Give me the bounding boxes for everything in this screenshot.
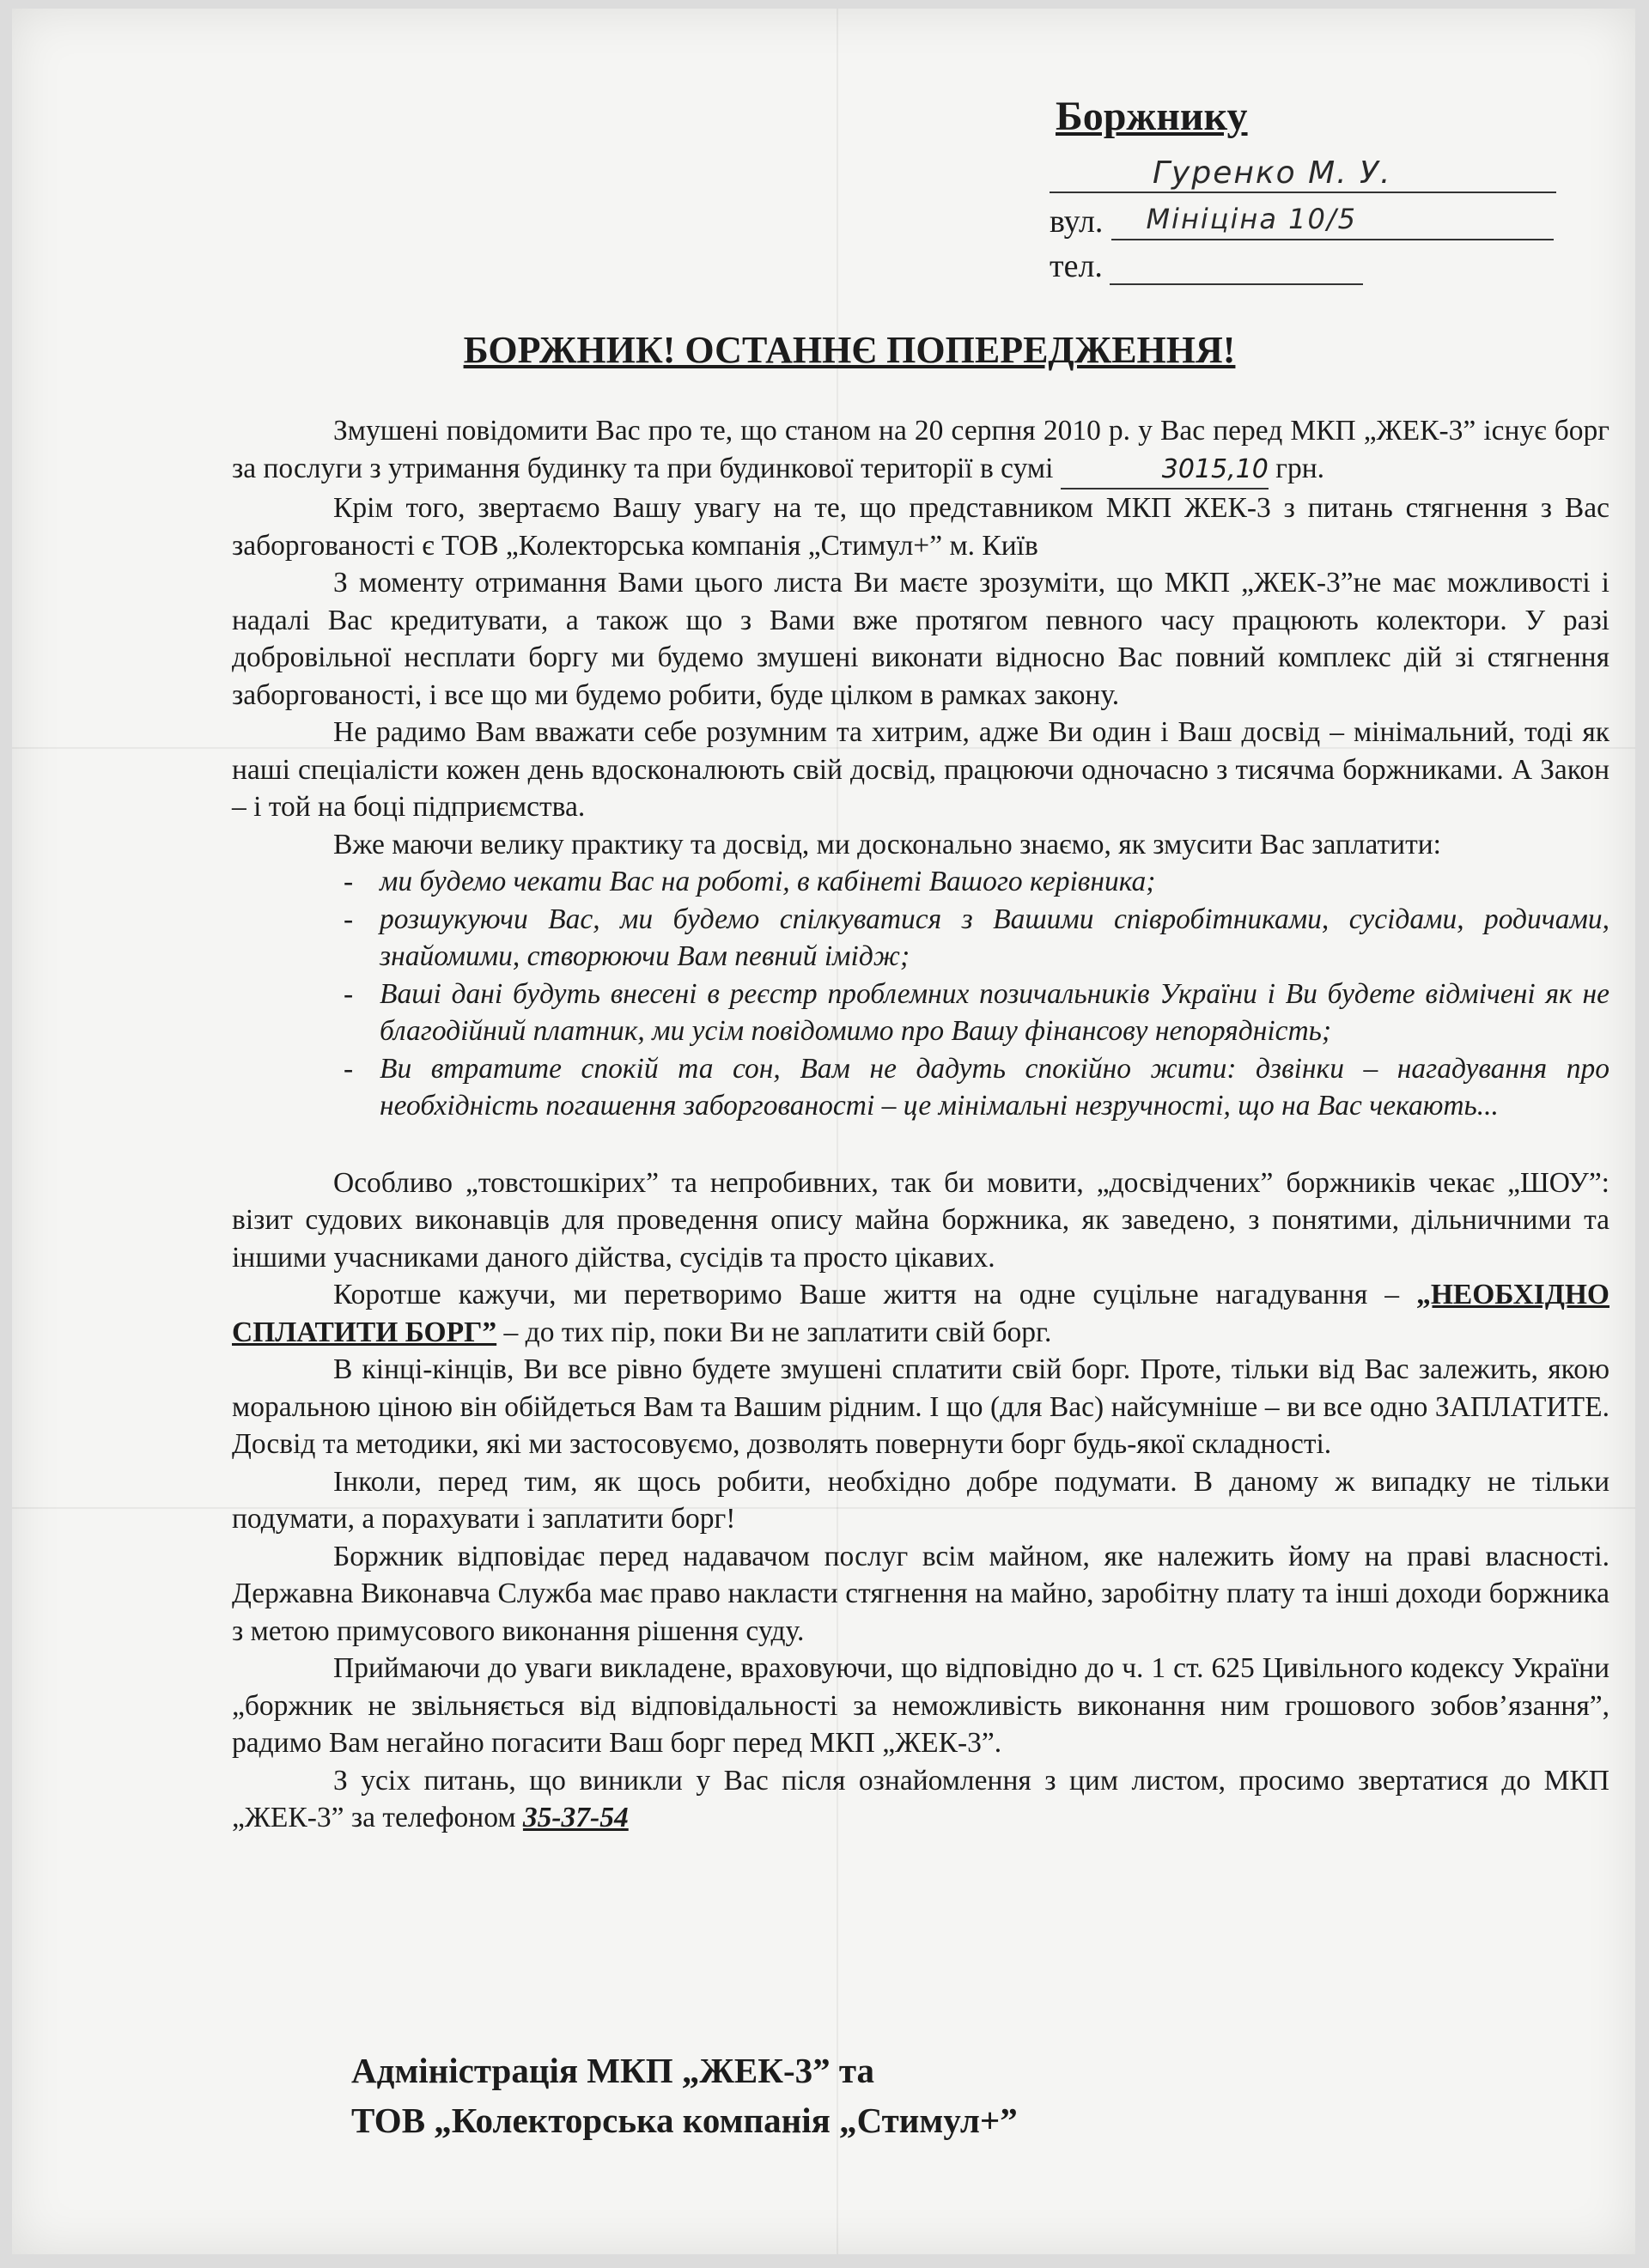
methods-list xyxy=(232,863,1609,1125)
list-item: - Ви втратите спокій та сон, Вам не дадуть спокійно жити: дзвінки – нагадування про необхідність погашення заборгованості – це мінімальні незручності, що на Вас чекають... xyxy=(232,1050,1609,1125)
signature-line-2: ТОВ „Колекторська компанія „Стимул+” xyxy=(351,2101,1018,2140)
phone-line xyxy=(1110,249,1363,285)
currency-label: грн. xyxy=(1275,452,1325,484)
paragraph-text: Змушені повідомити Вас про те, що станом на 20 серпня 2010 р. у Вас перед МКП „ЖЕК-3” існує борг за послуги з утримання будинку та при будинкової території в сумі xyxy=(232,415,1609,484)
signature-line-1: Адміністрація МКП „ЖЕК-3” та xyxy=(351,2051,874,2090)
contact-phone: 35-37-54 xyxy=(522,1802,629,1833)
pay-debt-emphasis: „НЕОБХІДНО СПЛАТИТИ БОРГ” xyxy=(232,1279,1609,1348)
paragraph-reminder xyxy=(232,1276,1609,1351)
paragraph-warning: Не радимо Вам вважати себе розумним та хитрим, адже Ви один і Ваш досвід – мінімальний, тоді як наші спеціалісти кожен день вдосконалюють свій досвід, працюючи одночасно з тисячма боржниками. А Закон – і той на боці підприємства. xyxy=(232,716,1609,823)
document-title: БОРЖНИК! ОСТАННЄ ПОПЕРЕДЖЕННЯ! xyxy=(463,329,1236,371)
paragraph-text: – до тих пір, поки Ви не заплатити свій борг. xyxy=(503,1316,1052,1348)
signature-block xyxy=(351,2046,1018,2145)
paragraph-representative: Крім того, звертаємо Вашу увагу на те, що представником МКП ЖЕК-3 з питань стягнення з Вас заборгованості є ТОВ „Колекторська компанія „Стимул+” м. Київ xyxy=(232,492,1609,562)
paragraph-text: Коротше кажучи, ми перетворимо Ваше життя на одне суцільне нагадування – xyxy=(333,1279,1400,1310)
paragraph-show: Особливо „товстошкірих” та непробивних, так би мовити, „досвідчених” боржників чекає „ШОУ”: візит судових виконавців для проведення опису майна боржника, як заведено, з понятими, дільничними та іншими учасниками даного дійства, сусідів та просто цікавих. xyxy=(232,1166,1609,1274)
street-row xyxy=(1050,203,1554,240)
street-label: вул. xyxy=(1050,204,1104,240)
paragraph-collectors: З моменту отримання Вами цього листа Ви маєте зрозуміти, що МКП „ЖЕК-3”не має можливості і надалі Вас кредитувати, а також що з Вами вже протягом певного часу працюють колектори. У разі добровільної несплати боргу ми будемо змушені виконати відносно Вас повний комплекс дій зі стягнення заборгованості, і все що ми будемо робити, буде цілком в рамках закону. xyxy=(232,567,1609,711)
paragraph-civil-code: Приймаючи до уваги викладене, враховуючи, що відповідно до ч. 1 ст. 625 Цивільного кодексу України „боржник не звільняється від відповідальності за неможливість виконання ним грошового зобов’язання”, радимо Вам негайно погасити Ваш борг перед МКП „ЖЕК-3”. xyxy=(232,1652,1609,1759)
handwritten-name: Гуренко М. У. xyxy=(1153,155,1392,191)
phone-label: тел. xyxy=(1050,248,1103,284)
street-line xyxy=(1111,204,1554,240)
list-item: - ми будемо чекати Вас на роботі, в кабінеті Вашого керівника; xyxy=(232,863,1609,901)
addressee-block xyxy=(1034,93,1567,284)
document-sheet xyxy=(12,9,1635,2254)
list-item: - Ваші дані будуть внесені в реєстр проблемних позичальників України і Ви будете відмічені як не благодійний платник, ми усім повідомимо про Вашу фінансову непорядність; xyxy=(232,976,1609,1050)
paragraph-debt xyxy=(232,412,1609,489)
name-line xyxy=(1050,157,1556,193)
letter-body xyxy=(232,412,1609,1837)
paragraph-contact xyxy=(232,1762,1609,1837)
paragraph-methods-intro: Вже маючи велику практику та досвід, ми досконально знаємо, як змусити Вас заплатити: xyxy=(333,828,1441,860)
handwritten-amount: 3015,10 xyxy=(1061,451,1269,490)
list-item: - розшукуючи Вас, ми будемо спілкуватися з Вашими співробітниками, сусідами, родичами, знайомими, створюючи Вам певний імідж; xyxy=(232,901,1609,976)
paragraph-text: З усіх питань, що виникли у Вас після ознайомлення з цим листом, просимо звертатися до МКП „ЖЕК-3” за телефоном xyxy=(232,1764,1609,1833)
addressee-title: Боржнику xyxy=(1056,94,1248,139)
paragraph-liability: Боржник відповідає перед надавачом послуг всім майном, яке належить йому на праві власності. Державна Виконавча Служба має право накласти стягнення на майно, заробітну плату та інші доходи боржника з метою примусового виконання рішення суду. xyxy=(232,1540,1609,1647)
phone-row xyxy=(1050,247,1363,285)
paragraph-consequences: В кінці-кінців, Ви все рівно будете змушені сплатити свій борг. Проте, тільки від Вас залежить, якою моральною ціною він обійдеться Вам та Вашим рідним. І що (для Вас) найсумніше – ви все одно ЗАПЛАТИТЕ. Досвід та методики, які ми застосовуємо, дозволять повернути борг будь-якої складності. xyxy=(232,1353,1609,1460)
handwritten-street: Мініціна 10/5 xyxy=(1146,203,1357,235)
paragraph-think: Інколи, перед тим, як щось робити, необхідно добре подумати. В даному ж випадку не тільки подумати, а порахувати і заплатити борг! xyxy=(232,1465,1609,1535)
